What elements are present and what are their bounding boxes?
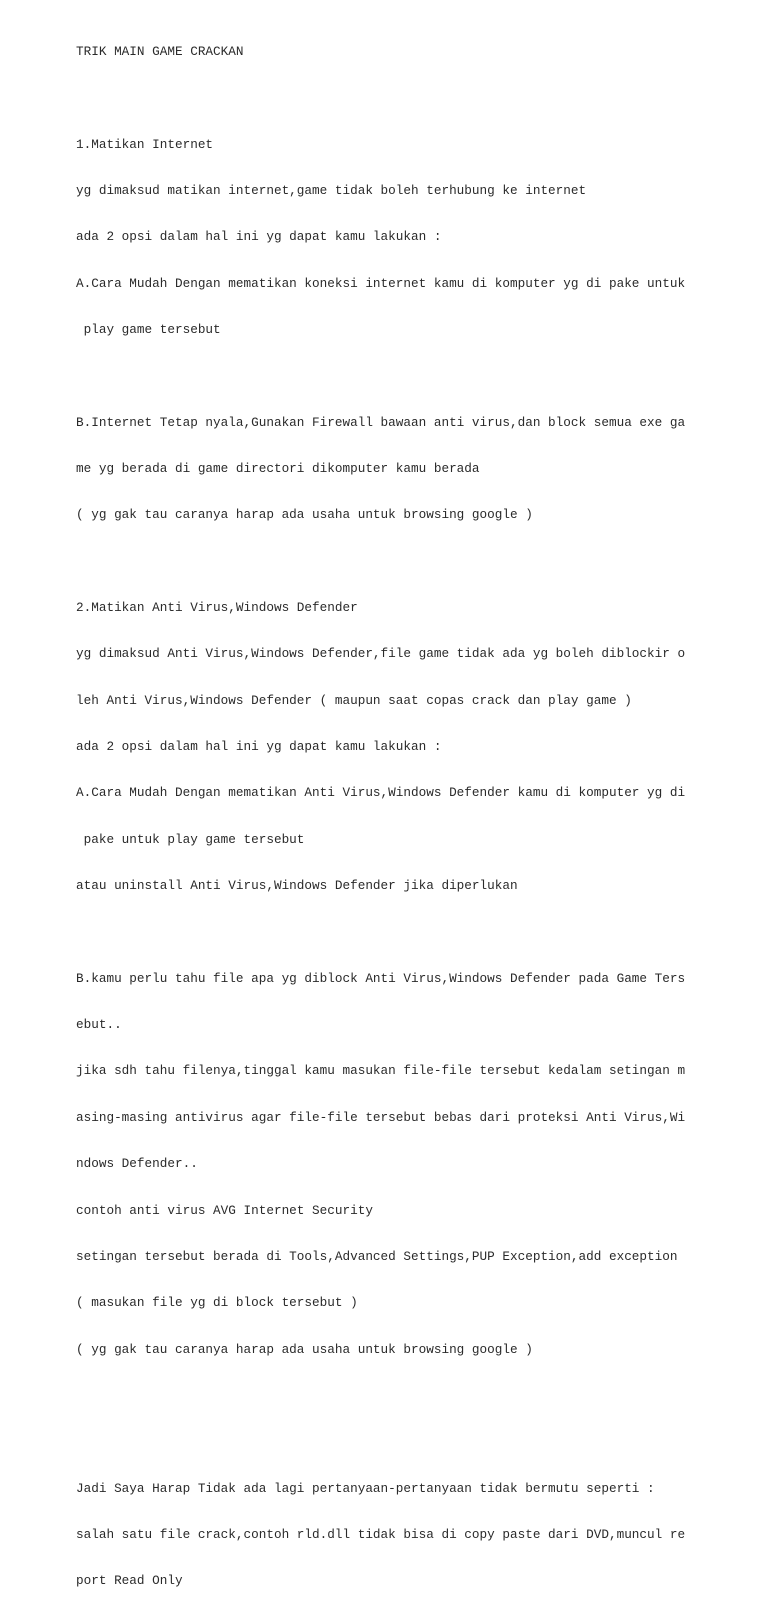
text-line: setingan tersebut berada di Tools,Advanced Settings,PUP Exception,add exception — [76, 1248, 678, 1264]
section-heading-1: 1.Matikan Internet — [76, 136, 214, 152]
blank-line — [76, 554, 756, 569]
text-line: leh Anti Virus,Windows Defender ( maupun saat copas crack dan play game ) — [76, 692, 632, 708]
document-body — [76, 13, 756, 1620]
text-line: B.kamu perlu tahu file apa yg diblock Anti Virus,Windows Defender pada Game Ters — [76, 970, 686, 986]
text-line: salah satu file crack,contoh rld.dll tidak bisa di copy paste dari DVD,muncul re — [76, 1526, 686, 1542]
blank-line — [76, 1434, 756, 1449]
text-line: ( yg gak tau caranya harap ada usaha untuk browsing google ) — [76, 507, 533, 523]
text-line: yg dimaksud Anti Virus,Windows Defender,file game tidak ada yg boleh diblockir o — [76, 646, 686, 662]
blank-line — [76, 1388, 756, 1403]
text-line: ebut.. — [76, 1017, 122, 1033]
text-line: yg dimaksud matikan internet,game tidak boleh terhubung ke internet — [76, 182, 587, 198]
blank-line — [76, 368, 756, 383]
text-line: pake untuk play game tersebut — [76, 831, 305, 847]
text-line: ndows Defender.. — [76, 1156, 198, 1172]
document-title: TRIK MAIN GAME CRACKAN — [76, 43, 244, 59]
text-line: play game tersebut — [76, 321, 221, 337]
text-line: contoh anti virus AVG Internet Security — [76, 1202, 373, 1218]
text-line: A.Cara Mudah Dengan mematikan koneksi internet kamu di komputer yg di pake untuk — [76, 275, 686, 291]
text-line: asing-masing antivirus agar file-file tersebut bebas dari proteksi Anti Virus,Wi — [76, 1109, 686, 1125]
text-line: Jadi Saya Harap Tidak ada lagi pertanyaan-pertanyaan tidak bermutu seperti : — [76, 1480, 655, 1496]
text-line: B.Internet Tetap nyala,Gunakan Firewall bawaan anti virus,dan block semua exe ga — [76, 414, 686, 430]
text-line: ( yg gak tau caranya harap ada usaha untuk browsing google ) — [76, 1341, 533, 1357]
text-line: ada 2 opsi dalam hal ini yg dapat kamu lakukan : — [76, 229, 442, 245]
text-line: jika sdh tahu filenya,tinggal kamu masukan file-file tersebut kedalam setingan m — [76, 1063, 686, 1079]
section-heading-2: 2.Matikan Anti Virus,Windows Defender — [76, 600, 358, 616]
blank-line — [76, 924, 756, 939]
text-line: A.Cara Mudah Dengan mematikan Anti Virus,Windows Defender kamu di komputer yg di — [76, 785, 686, 801]
text-line: port Read Only — [76, 1573, 183, 1589]
text-line: ada 2 opsi dalam hal ini yg dapat kamu lakukan : — [76, 739, 442, 755]
text-line: atau uninstall Anti Virus,Windows Defender jika diperlukan — [76, 878, 518, 894]
blank-line — [76, 90, 756, 105]
text-line: me yg berada di game directori dikomputer kamu berada — [76, 461, 480, 476]
text-line: ( masukan file yg di block tersebut ) — [76, 1295, 358, 1311]
